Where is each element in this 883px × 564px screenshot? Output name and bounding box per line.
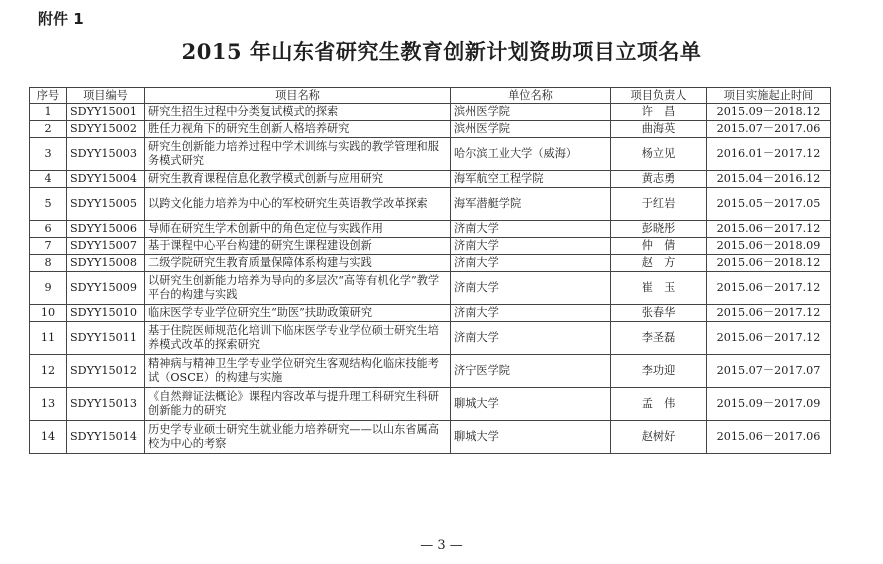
- page-number: — 3 —: [420, 538, 463, 553]
- header-index: 序号: [30, 88, 67, 104]
- cell-code: SDYY15003: [67, 138, 145, 171]
- cell-code: SDYY15008: [67, 255, 145, 272]
- cell-leader: 黄志勇: [611, 171, 707, 188]
- cell-index: 7: [30, 238, 67, 255]
- cell-leader: 张春华: [611, 305, 707, 322]
- cell-period: 2015.07－2017.07: [707, 355, 831, 388]
- cell-leader: 孟 伟: [611, 388, 707, 421]
- cell-period: 2015.06－2018.12: [707, 255, 831, 272]
- cell-leader: 曲海英: [611, 121, 707, 138]
- table-row: [30, 138, 831, 171]
- cell-code: SDYY15010: [67, 305, 145, 322]
- table-row: [30, 355, 831, 388]
- table-row: [30, 388, 831, 421]
- cell-unit: 海军航空工程学院: [451, 171, 611, 188]
- cell-index: 5: [30, 188, 67, 221]
- table-row: [30, 188, 831, 221]
- cell-unit: 滨州医学院: [451, 104, 611, 121]
- cell-period: 2015.09－2018.12: [707, 104, 831, 121]
- cell-code: SDYY15014: [67, 421, 145, 454]
- cell-leader: 杨立见: [611, 138, 707, 171]
- cell-project-name: 历史学专业硕士研究生就业能力培养研究——以山东省属高校为中心的考察: [145, 421, 451, 454]
- cell-project-name: 以跨文化能力培养为中心的军校研究生英语教学改革探索: [145, 188, 451, 221]
- cell-leader: 彭晓彤: [611, 221, 707, 238]
- cell-project-name: 精神病与精神卫生学专业学位研究生客观结构化临床技能考试（OSCE）的构建与实施: [145, 355, 451, 388]
- cell-leader: 仲 倩: [611, 238, 707, 255]
- table-row: [30, 121, 831, 138]
- cell-period: 2015.06－2017.06: [707, 421, 831, 454]
- table-row: [30, 272, 831, 305]
- cell-code: SDYY15001: [67, 104, 145, 121]
- cell-unit: 济南大学: [451, 221, 611, 238]
- cell-project-name: 研究生招生过程中分类复试模式的探索: [145, 104, 451, 121]
- cell-unit: 济南大学: [451, 238, 611, 255]
- cell-index: 13: [30, 388, 67, 421]
- table-row: [30, 171, 831, 188]
- cell-index: 10: [30, 305, 67, 322]
- cell-leader: 李圣磊: [611, 322, 707, 355]
- cell-code: SDYY15013: [67, 388, 145, 421]
- header-unit: 单位名称: [451, 88, 611, 104]
- cell-unit: 哈尔滨工业大学（威海）: [451, 138, 611, 171]
- cell-leader: 于红岩: [611, 188, 707, 221]
- cell-period: 2016.01－2017.12: [707, 138, 831, 171]
- cell-project-name: 胜任力视角下的研究生创新人格培养研究: [145, 121, 451, 138]
- cell-code: SDYY15005: [67, 188, 145, 221]
- cell-leader: 赵树好: [611, 421, 707, 454]
- cell-index: 8: [30, 255, 67, 272]
- cell-period: 2015.07－2017.06: [707, 121, 831, 138]
- cell-period: 2015.06－2017.12: [707, 272, 831, 305]
- cell-code: SDYY15012: [67, 355, 145, 388]
- cell-project-name: 研究生教育课程信息化教学模式创新与应用研究: [145, 171, 451, 188]
- table-row: [30, 421, 831, 454]
- document-title: 2015 年山东省研究生教育创新计划资助项目立项名单: [181, 39, 702, 64]
- cell-code: SDYY15004: [67, 171, 145, 188]
- table-row: [30, 104, 831, 121]
- cell-index: 4: [30, 171, 67, 188]
- cell-unit: 聊城大学: [451, 421, 611, 454]
- cell-index: 3: [30, 138, 67, 171]
- cell-project-name: 以研究生创新能力培养为导向的多层次“高等有机化学”教学平台的构建与实践: [145, 272, 451, 305]
- cell-project-name: 基于课程中心平台构建的研究生课程建设创新: [145, 238, 451, 255]
- cell-index: 14: [30, 421, 67, 454]
- cell-period: 2015.05－2017.05: [707, 188, 831, 221]
- cell-index: 2: [30, 121, 67, 138]
- cell-period: 2015.06－2017.12: [707, 322, 831, 355]
- cell-index: 6: [30, 221, 67, 238]
- cell-index: 12: [30, 355, 67, 388]
- cell-project-name: 临床医学专业学位研究生“助医”扶助政策研究: [145, 305, 451, 322]
- header-code: 项目编号: [67, 88, 145, 104]
- cell-index: 9: [30, 272, 67, 305]
- table-body: [30, 104, 831, 454]
- cell-leader: 许 昌: [611, 104, 707, 121]
- header-name: 项目名称: [145, 88, 451, 104]
- cell-unit: 济南大学: [451, 305, 611, 322]
- cell-project-name: 导师在研究生学术创新中的角色定位与实践作用: [145, 221, 451, 238]
- cell-unit: 聊城大学: [451, 388, 611, 421]
- cell-project-name: 基于住院医师规范化培训下临床医学专业学位硕士研究生培养模式改革的探索研究: [145, 322, 451, 355]
- cell-unit: 海军潜艇学院: [451, 188, 611, 221]
- table-row: [30, 221, 831, 238]
- cell-unit: 济南大学: [451, 272, 611, 305]
- cell-project-name: 二级学院研究生教育质量保障体系构建与实践: [145, 255, 451, 272]
- cell-index: 11: [30, 322, 67, 355]
- cell-leader: 崔 玉: [611, 272, 707, 305]
- table-header-row: [30, 88, 831, 104]
- cell-period: 2015.09－2017.09: [707, 388, 831, 421]
- table-row: [30, 255, 831, 272]
- cell-unit: 济宁医学院: [451, 355, 611, 388]
- table-row: [30, 238, 831, 255]
- table-row: [30, 305, 831, 322]
- cell-index: 1: [30, 104, 67, 121]
- cell-period: 2015.06－2017.12: [707, 221, 831, 238]
- cell-period: 2015.06－2018.09: [707, 238, 831, 255]
- cell-code: SDYY15011: [67, 322, 145, 355]
- cell-period: 2015.04－2016.12: [707, 171, 831, 188]
- attachment-label: 附件 1: [38, 10, 84, 28]
- cell-unit: 济南大学: [451, 322, 611, 355]
- cell-code: SDYY15009: [67, 272, 145, 305]
- cell-project-name: 《自然辩证法概论》课程内容改革与提升理工科研究生科研创新能力的研究: [145, 388, 451, 421]
- cell-code: SDYY15002: [67, 121, 145, 138]
- header-period: 项目实施起止时间: [707, 88, 831, 104]
- cell-code: SDYY15006: [67, 221, 145, 238]
- cell-unit: 济南大学: [451, 255, 611, 272]
- table-row: [30, 322, 831, 355]
- cell-period: 2015.06－2017.12: [707, 305, 831, 322]
- project-table: [29, 87, 831, 454]
- cell-leader: 李功迎: [611, 355, 707, 388]
- cell-project-name: 研究生创新能力培养过程中学术训练与实践的教学管理和服务模式研究: [145, 138, 451, 171]
- header-leader: 项目负责人: [611, 88, 707, 104]
- cell-unit: 滨州医学院: [451, 121, 611, 138]
- cell-leader: 赵 方: [611, 255, 707, 272]
- cell-code: SDYY15007: [67, 238, 145, 255]
